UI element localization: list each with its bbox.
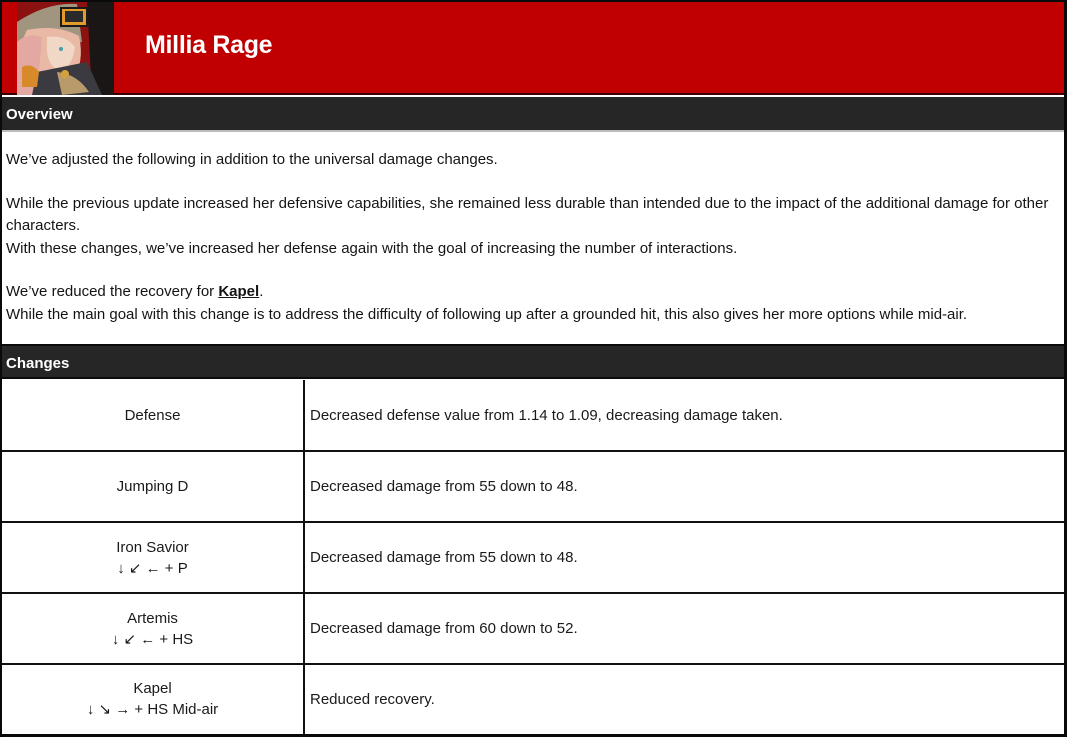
table-row bbox=[2, 451, 1064, 522]
overview-paragraph: While the previous update increased her defensive capabilities, she remained less durable than intended due to the impact of the additional damage for other characters. bbox=[6, 194, 1049, 234]
move-name: Jumping D bbox=[116, 478, 189, 495]
overview-heading: Overview bbox=[2, 97, 1064, 132]
changes-heading: Changes bbox=[2, 344, 1064, 379]
change-description: Decreased damage from 55 down to 48. bbox=[304, 451, 1064, 522]
change-description: Decreased defense value from 1.14 to 1.09, decreasing damage taken. bbox=[304, 380, 1064, 451]
change-description: Reduced recovery. bbox=[304, 664, 1064, 735]
character-name: Millia Rage bbox=[145, 31, 273, 59]
change-description: Decreased damage from 60 down to 52. bbox=[304, 593, 1064, 664]
overview-text-fragment: . bbox=[259, 283, 264, 300]
character-portrait-icon bbox=[17, 2, 114, 95]
move-name: Kapel bbox=[133, 680, 172, 698]
table-row bbox=[2, 522, 1064, 593]
move-command: ↓ ↙ ← + HS bbox=[111, 630, 194, 648]
move-name: Artemis bbox=[127, 609, 178, 627]
move-cell bbox=[2, 593, 304, 664]
overview-text bbox=[6, 149, 1056, 326]
table-row bbox=[2, 664, 1064, 735]
move-cell bbox=[2, 664, 304, 735]
move-cell bbox=[2, 451, 304, 522]
overview-paragraph: With these changes, we’ve increased her defense again with the goal of increasing the number of interactions. bbox=[6, 239, 738, 257]
kapel-link[interactable]: Kapel bbox=[218, 283, 260, 300]
table-row bbox=[2, 593, 1064, 664]
move-name: Defense bbox=[124, 406, 181, 424]
move-command: ↓ ↘ → + HS Mid-air bbox=[86, 701, 219, 719]
overview-paragraph bbox=[6, 281, 1056, 304]
move-command: ↓ ↙ ← + P bbox=[117, 559, 188, 577]
character-banner bbox=[2, 2, 1064, 95]
move-cell bbox=[2, 522, 304, 593]
changes-table bbox=[2, 380, 1064, 737]
overview-paragraph: We’ve adjusted the following in addition to the universal damage changes. bbox=[6, 151, 498, 168]
overview-paragraph: While the main goal with this change is to address the difficulty of following up after a grounded hit, this also gives her more options while mid-air. bbox=[6, 305, 968, 323]
table-row bbox=[2, 380, 1064, 451]
change-description: Decreased damage from 55 down to 48. bbox=[304, 522, 1064, 593]
move-cell bbox=[2, 380, 304, 451]
overview-text-fragment: We’ve reduced the recovery for bbox=[6, 283, 219, 300]
move-name: Iron Savior bbox=[116, 538, 189, 556]
